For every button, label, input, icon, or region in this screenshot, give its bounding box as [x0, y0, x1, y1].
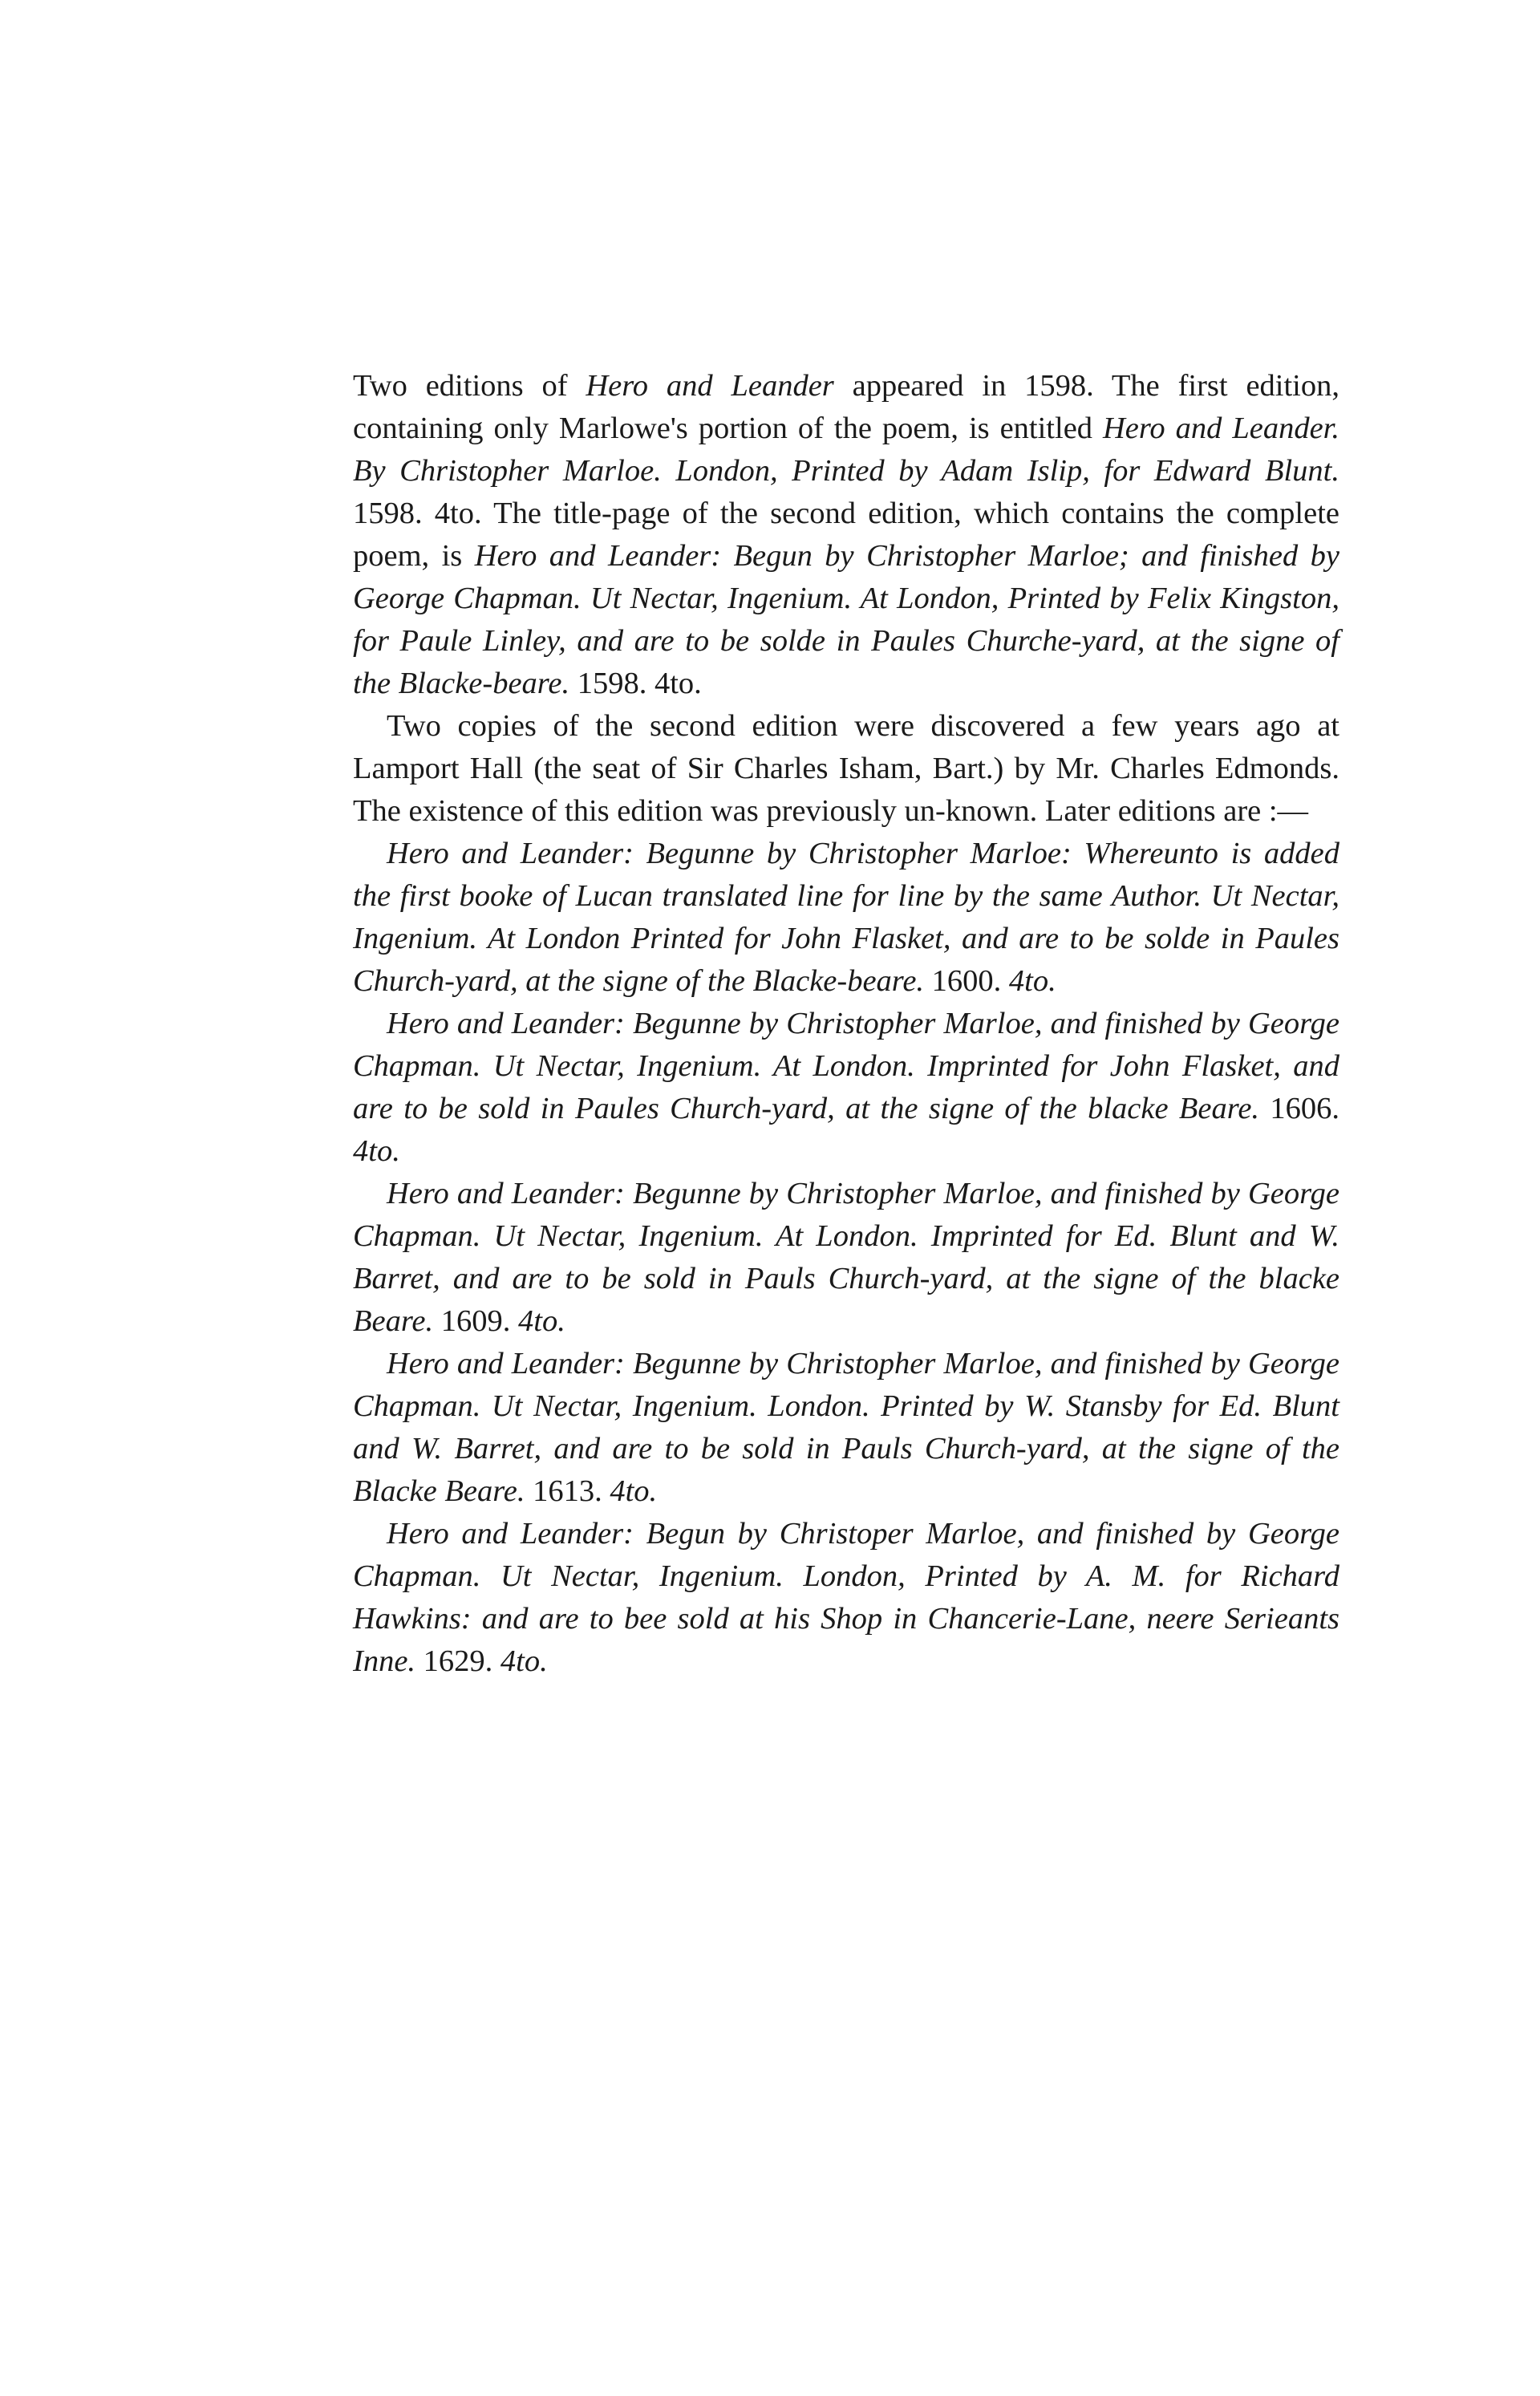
edition-title: Hero and Leander: Begunne by Christopher Marloe, and finished by George Chapman. Ut Nectar, Ingenium. London. Printed by W. Stansby for Ed. Blunt and W. Barret, and are to be sold in Pauls Church-yard, at the signe of the Blacke Beare. [353, 1347, 1339, 1508]
edition-entry-1609 [353, 1173, 1339, 1343]
edition-year: 1613. [533, 1474, 602, 1508]
intro-title-2: Hero and Leander. By Christopher Marloe. London, Printed by Adam Islip, for Edward Blunt. [353, 411, 1339, 488]
edition-entry-1613 [353, 1343, 1339, 1513]
edition-format: 4to. [500, 1644, 548, 1678]
edition-title: Hero and Leander: Begunne by Christopher Marloe, and finished by George Chapman. Ut Nectar, Ingenium. At London. Imprinted for Ed. Blunt and W. Barret, and are to be sold in Pauls Church-yard, at the signe of the blacke Beare. [353, 1177, 1339, 1338]
intro-title-1: Hero and Leander [586, 369, 834, 403]
intro-text-4: 1598. 4to. [569, 667, 702, 700]
edition-year: 1609. [440, 1304, 511, 1338]
intro-paragraph [353, 365, 1339, 705]
edition-format: 4to. [518, 1304, 565, 1338]
edition-format: 4to. [610, 1474, 658, 1508]
intro-text-3: 1598. 4to. The title-page of the second edition, which contains the complete poem, is [353, 497, 1339, 573]
edition-entry-1629 [353, 1513, 1339, 1683]
edition-title: Hero and Leander: Begun by Christoper Marloe, and finished by George Chapman. Ut Nectar, Ingenium. London, Printed by A. M. for Richard Hawkins: and are to bee sold at his Shop in Chancerie-Lane, neere Serieants Inne. [353, 1517, 1339, 1678]
edition-format: 4to. [1008, 964, 1056, 998]
body-text [353, 365, 1339, 1683]
edition-title: Hero and Leander: Begunne by Christopher Marloe: Whereunto is added the first booke of Lucan translated line for line by the same Author. Ut Nectar, Ingenium. At London Printed for John Flasket, and are to be solde in Paules Church-yard, at the signe of the Blacke-beare. [353, 837, 1339, 998]
edition-format: 4to. [353, 1134, 400, 1168]
edition-year: 1606. [1270, 1092, 1339, 1125]
edition-entry-1600 [353, 833, 1339, 1003]
edition-year: 1600. [931, 964, 1002, 998]
intro-title-3: Hero and Leander: Begun by Christopher Marloe; and finished by George Chapman. Ut Nectar, Ingenium. At London, Printed by Felix Kingston, for Paule Linley, and are to be solde in Paules Churche-yard, at the signe of the Blacke-beare. [353, 539, 1340, 700]
edition-entry-1606 [353, 1003, 1339, 1173]
edition-year: 1629. [423, 1644, 493, 1678]
intro-text-1: Two editions of [353, 369, 586, 403]
discovery-paragraph: Two copies of the second edition were discovered a few years ago at Lamport Hall (the seat of Sir Charles Isham, Bart.) by Mr. Charles Edmonds. The existence of this edition was previously un-known. Later editions are :— [353, 709, 1339, 828]
edition-title: Hero and Leander: Begunne by Christopher Marloe, and finished by George Chapman. Ut Nectar, Ingenium. At London. Imprinted for John Flasket, and are to be sold in Paules Church-yard, at the signe of the blacke Beare. [353, 1007, 1339, 1125]
intro-text-2: appeared in 1598. The first edition, containing only Marlowe's portion of the poem, is entitled [353, 369, 1339, 445]
